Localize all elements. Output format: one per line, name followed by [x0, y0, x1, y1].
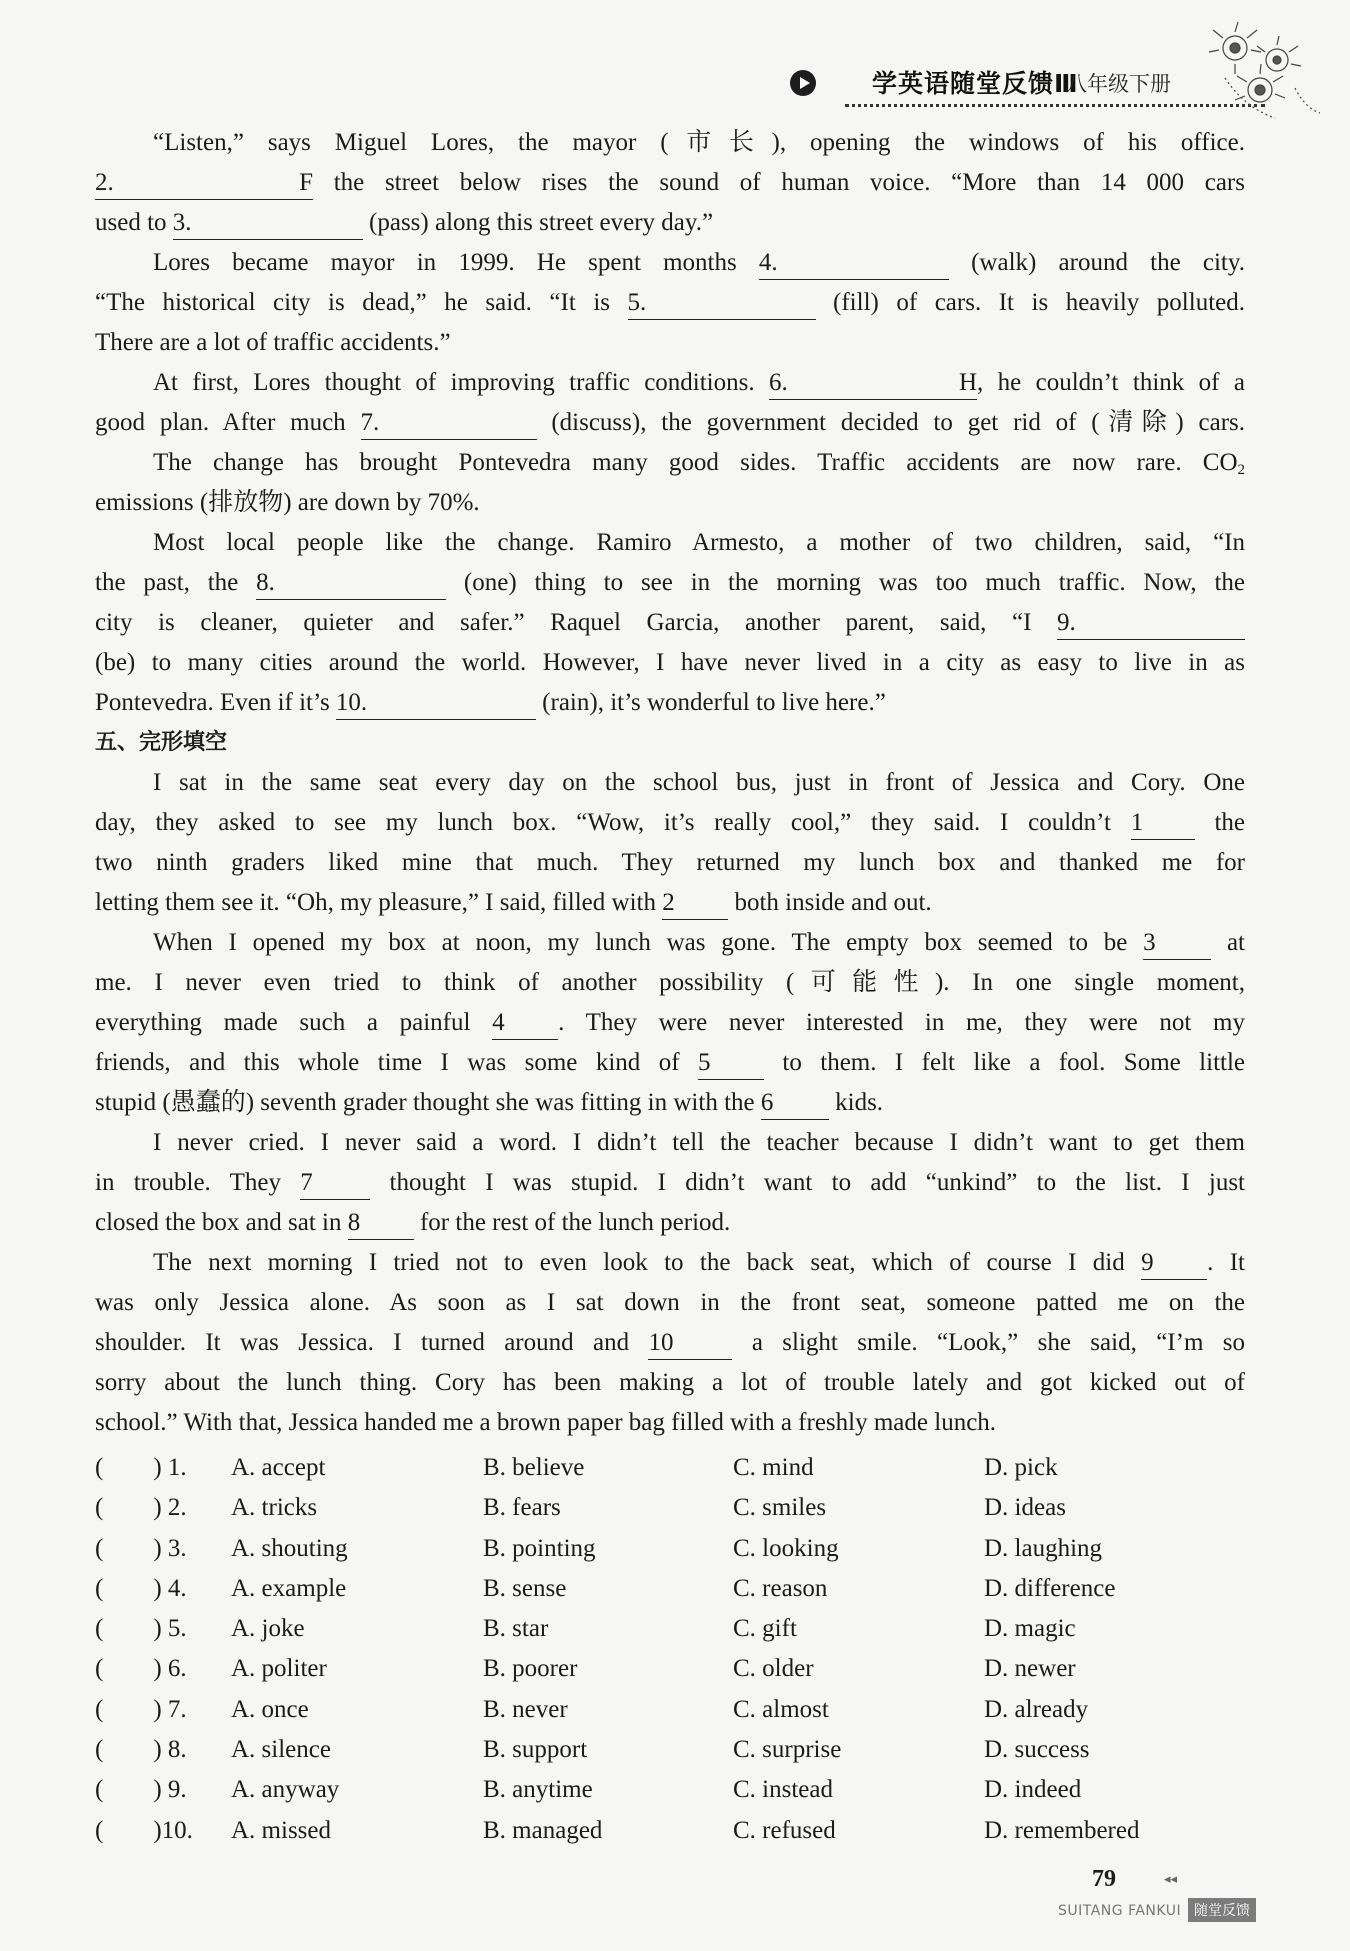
- cloze-line: two ninth graders liked mine that much. They returned my lunch box and thanked me for: [95, 849, 1245, 876]
- option-c[interactable]: C. gift: [733, 1615, 797, 1643]
- option-d[interactable]: D. already: [984, 1695, 1089, 1723]
- option-d[interactable]: D. pick: [984, 1454, 1058, 1481]
- passage-line: (be) to many cities around the world. However, I have never lived in a city as easy to live in as: [95, 649, 1245, 676]
- question-number: ( ) 5.: [95, 1615, 187, 1643]
- answer-blank-5[interactable]: 5.: [628, 289, 816, 320]
- passage-line: Pontevedra. Even if it’s 10. (rain), it’s wonderful to live here.”: [95, 683, 1245, 723]
- option-c[interactable]: C. reason: [733, 1574, 828, 1602]
- option-a[interactable]: A. shouting: [231, 1534, 348, 1562]
- option-a[interactable]: A. example: [231, 1574, 347, 1602]
- page-header: [0, 0, 1350, 130]
- cloze-line: The next morning I tried not to even look to the back seat, which of course I did 9 . It: [95, 1243, 1245, 1283]
- question-number: ( ) 7.: [95, 1695, 187, 1723]
- option-d[interactable]: D. success: [984, 1736, 1090, 1764]
- cloze-line: letting them see it. “Oh, my pleasure,” I said, filled with 2 both inside and out.: [95, 883, 1245, 923]
- passage-line: good plan. After much 7. (discuss), the government decided to get rid of (清除) cars.: [95, 403, 1245, 443]
- cloze-blank-7[interactable]: 7: [300, 1169, 370, 1200]
- question-number: ( ) 1.: [95, 1454, 187, 1481]
- option-b[interactable]: B. pointing: [483, 1534, 596, 1562]
- option-d[interactable]: D. magic: [984, 1615, 1076, 1643]
- answer-blank-3[interactable]: 3.: [173, 209, 363, 240]
- question-number: ( ) 3.: [95, 1534, 187, 1562]
- question-number: ( ) 4.: [95, 1574, 187, 1602]
- question-row: [95, 1569, 1245, 1609]
- page-number: 79: [1092, 1866, 1116, 1892]
- cloze-line: in trouble. They 7 thought I was stupid. I didn’t want to add “unkind” to the list. I just: [95, 1163, 1245, 1203]
- option-c[interactable]: C. smiles: [733, 1494, 827, 1522]
- option-c[interactable]: C. refused: [733, 1816, 836, 1844]
- reading-passage: [95, 123, 1245, 1443]
- option-b[interactable]: B. anytime: [483, 1776, 593, 1804]
- answer-blank-7[interactable]: 7.: [361, 409, 537, 440]
- option-a[interactable]: A. missed: [231, 1816, 331, 1844]
- cloze-blank-4[interactable]: 4: [492, 1009, 558, 1040]
- option-b[interactable]: B. never: [483, 1695, 568, 1723]
- answer-blank-9[interactable]: 9.: [1057, 609, 1245, 640]
- option-b[interactable]: B. support: [483, 1736, 588, 1764]
- cloze-blank-3[interactable]: 3: [1143, 929, 1211, 960]
- cloze-blank-5[interactable]: 5: [698, 1049, 764, 1080]
- passage-line: used to 3. (pass) along this street every day.”: [95, 203, 1245, 243]
- option-a[interactable]: A. accept: [231, 1454, 326, 1481]
- cloze-line: shoulder. It was Jessica. I turned around and 10 a slight smile. “Look,” she said, “I’m so: [95, 1323, 1245, 1363]
- cloze-blank-8[interactable]: 8: [348, 1209, 414, 1240]
- cloze-line: day, they asked to see my lunch box. “Wow, it’s really cool,” they said. I couldn’t 1 the: [95, 803, 1245, 843]
- option-d[interactable]: D. laughing: [984, 1534, 1103, 1562]
- answer-blank-4[interactable]: 4.: [759, 249, 949, 280]
- footer-label: SUITANG FANKUI: [1058, 1903, 1182, 1919]
- answer-options: [95, 1448, 1245, 1851]
- cloze-line: was only Jessica alone. As soon as I sat down in the front seat, someone patted me on the: [95, 1289, 1245, 1316]
- flower-decoration-icon: [1205, 18, 1325, 128]
- option-d[interactable]: D. remembered: [984, 1816, 1140, 1844]
- passage-line: Most local people like the change. Ramiro Armesto, a mother of two children, said, “In: [153, 529, 1245, 556]
- option-d[interactable]: D. newer: [984, 1655, 1076, 1683]
- option-b[interactable]: B. star: [483, 1615, 549, 1643]
- cloze-line: sorry about the lunch thing. Cory has been making a lot of trouble lately and got kicked out of: [95, 1369, 1245, 1396]
- question-number: ( ) 9.: [95, 1776, 187, 1804]
- cloze-line: When I opened my box at noon, my lunch was gone. The empty box seemed to be 3 at: [95, 923, 1245, 963]
- option-a[interactable]: A. silence: [231, 1736, 331, 1764]
- question-row: [95, 1770, 1245, 1810]
- passage-line: city is cleaner, quieter and safer.” Raquel Garcia, another parent, said, “I 9.: [95, 603, 1245, 643]
- option-d[interactable]: D. ideas: [984, 1494, 1066, 1522]
- option-d[interactable]: D. indeed: [984, 1776, 1082, 1804]
- question-number: ( ) 6.: [95, 1655, 187, 1683]
- cloze-blank-6[interactable]: 6: [761, 1089, 829, 1120]
- cloze-line: me. I never even tried to think of another possibility (可能性). In one single moment,: [95, 969, 1245, 996]
- option-b[interactable]: B. sense: [483, 1574, 567, 1602]
- cloze-blank-1[interactable]: 1: [1131, 809, 1195, 840]
- question-row: [95, 1488, 1245, 1528]
- option-a[interactable]: A. anyway: [231, 1776, 340, 1804]
- passage-line: “The historical city is dead,” he said. “It is 5. (fill) of cars. It is heavily polluted.: [95, 283, 1245, 323]
- cloze-line: closed the box and sat in 8 for the rest of the lunch period.: [95, 1203, 1245, 1243]
- arrow-icon: ◂◂: [1164, 1872, 1178, 1887]
- option-a[interactable]: A. once: [231, 1695, 309, 1723]
- cloze-blank-2[interactable]: 2: [662, 889, 728, 920]
- question-number: ( ) 8.: [95, 1736, 187, 1764]
- play-icon: [790, 70, 816, 96]
- passage-line: There are a lot of traffic accidents.”: [95, 329, 451, 356]
- passage-line: “Listen,” says Miguel Lores, the mayor (市长), opening the windows of his office.: [153, 129, 1245, 156]
- answer-blank-6[interactable]: 6. H: [769, 369, 977, 400]
- answer-blank-8[interactable]: 8.: [256, 569, 446, 600]
- section-heading: 五、完形填空: [95, 730, 228, 755]
- cloze-line: I sat in the same seat every day on the school bus, just in front of Jessica and Cory. One: [153, 769, 1245, 796]
- option-c[interactable]: C. older: [733, 1655, 814, 1683]
- option-a[interactable]: A. politer: [231, 1655, 327, 1683]
- passage-line: At first, Lores thought of improving traffic conditions. 6. H, he couldn’t think of a: [95, 363, 1245, 403]
- option-b[interactable]: B. managed: [483, 1816, 603, 1844]
- question-row: [95, 1730, 1245, 1770]
- question-row: [95, 1609, 1245, 1649]
- cloze-line: school.” With that, Jessica handed me a brown paper bag filled with a freshly made lunch.: [95, 1409, 997, 1436]
- question-number: ( ) 2.: [95, 1494, 187, 1522]
- cloze-line: I never cried. I never said a word. I didn’t tell the teacher because I didn’t want to get them: [153, 1129, 1245, 1156]
- cloze-line: stupid (愚蠢的) seventh grader thought she was fitting in with the 6 kids.: [95, 1083, 1245, 1123]
- question-row: [95, 1448, 1245, 1488]
- question-row: [95, 1690, 1245, 1730]
- option-a[interactable]: A. joke: [231, 1615, 305, 1643]
- cloze-line: everything made such a painful 4 . They were never interested in me, they were not my: [95, 1003, 1245, 1043]
- cloze-blank-9[interactable]: 9: [1141, 1249, 1207, 1280]
- option-d[interactable]: D. difference: [984, 1574, 1116, 1602]
- footer-badge: 随堂反馈: [1188, 1898, 1256, 1922]
- passage-line: 2. F the street below rises the sound of human voice. “More than 14 000 cars: [95, 163, 1245, 203]
- option-c[interactable]: C. instead: [733, 1776, 833, 1804]
- passage-line: The change has brought Pontevedra many good sides. Traffic accidents are now rare. $CO_2$: [153, 449, 1245, 478]
- subscript: 2: [1237, 462, 1245, 478]
- grade-label: 八年级下册: [1066, 72, 1171, 96]
- option-a[interactable]: A. tricks: [231, 1494, 318, 1522]
- option-b[interactable]: B. poorer: [483, 1655, 578, 1683]
- header-divider: [845, 104, 1265, 107]
- answer-blank-2[interactable]: 2. F: [95, 169, 313, 200]
- option-c[interactable]: C. looking: [733, 1534, 839, 1562]
- question-number: ( )10.: [95, 1816, 193, 1844]
- question-row: [95, 1811, 1245, 1851]
- answer-blank-10[interactable]: 10.: [336, 689, 536, 720]
- passage-line: emissions (排放物) are down by 70%.: [95, 489, 480, 516]
- passage-line: Lores became mayor in 1999. He spent months 4. (walk) around the city.: [95, 243, 1245, 283]
- cloze-blank-10[interactable]: 10: [648, 1329, 732, 1360]
- option-c[interactable]: C. surprise: [733, 1736, 842, 1764]
- passage-line: the past, the 8. (one) thing to see in the morning was too much traffic. Now, the: [95, 563, 1245, 603]
- option-b[interactable]: B. believe: [483, 1454, 585, 1481]
- book-title: 学英语随堂反馈Ⅲ: [872, 69, 1079, 98]
- cloze-line: friends, and this whole time I was some kind of 5 to them. I felt like a fool. Some little: [95, 1043, 1245, 1083]
- question-row: [95, 1529, 1245, 1569]
- option-c[interactable]: C. mind: [733, 1454, 814, 1481]
- option-c[interactable]: C. almost: [733, 1695, 829, 1723]
- question-row: [95, 1649, 1245, 1689]
- option-b[interactable]: B. fears: [483, 1494, 561, 1522]
